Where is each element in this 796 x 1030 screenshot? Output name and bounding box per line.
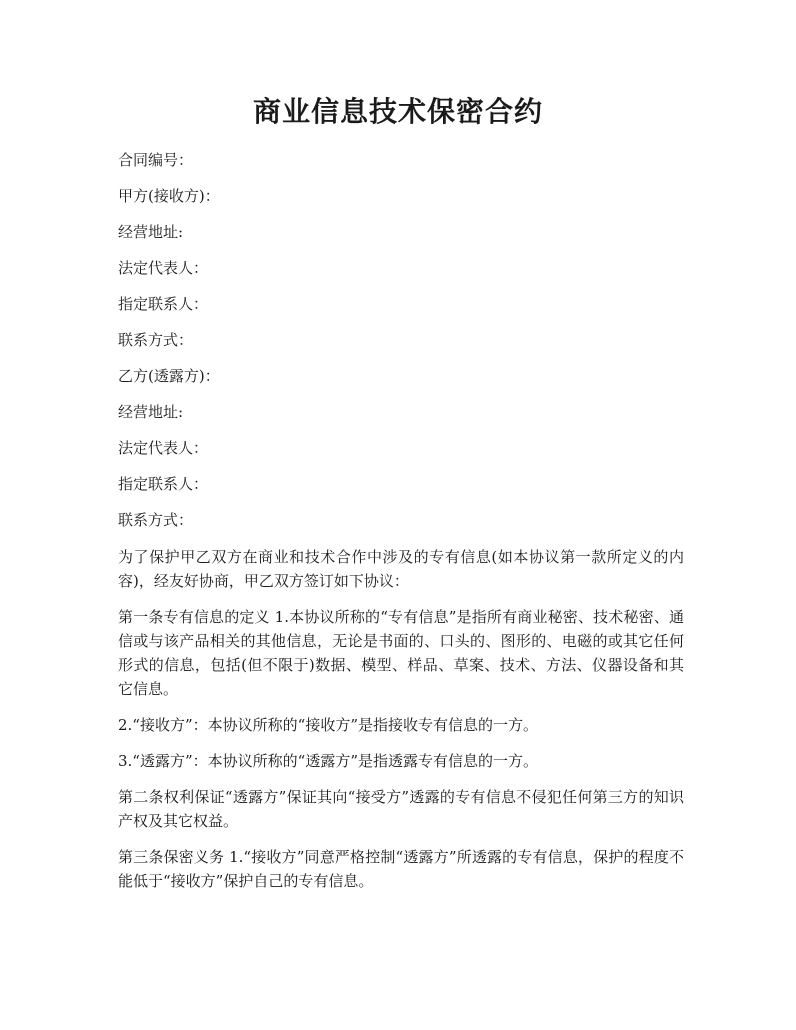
paragraph-article-2: 第二条权利保证“透露方”保证其向“接受方”透露的专有信息不侵犯任何第三方的知识产权及其它权益。 [118, 788, 684, 830]
document-title: 商业信息技术保密合约 [252, 95, 543, 128]
field-party-b: 乙方(透露方)： [118, 367, 220, 385]
field-party-b-address: 经营地址: [118, 403, 184, 421]
paragraph-preamble: 为了保护甲乙双方在商业和技术合作中涉及的专有信息(如本协议第一款所定义的内容)，经友好协商，甲乙双方签订如下协议： [118, 548, 684, 590]
paragraph-article-3: 第三条保密义务 1.“接收方”同意严格控制“透露方”所透露的专有信息，保护的程度不能低于“接收方”保护自己的专有信息。 [118, 848, 684, 890]
paragraph-article-1-item-2: 2.“接收方”：本协议所称的“接收方”是指接收专有信息的一方。 [118, 716, 538, 734]
field-party-a-contact-info: 联系方式： [118, 331, 194, 349]
field-party-b-contact-person: 指定联系人： [118, 475, 209, 493]
field-party-a-address: 经营地址: [118, 223, 184, 241]
paragraph-article-1-item-3: 3.“透露方”：本协议所称的“透露方”是指透露专有信息的一方。 [118, 752, 538, 770]
field-party-b-legal-rep: 法定代表人： [118, 439, 209, 457]
field-party-a-contact-person: 指定联系人： [118, 295, 209, 313]
field-contract-number: 合同编号： [118, 151, 194, 169]
paragraph-article-1: 第一条专有信息的定义 1.本协议所称的“专有信息”是指所有商业秘密、技术秘密、通信或与该产品相关的其他信息，无论是书面的、口头的、图形的、电磁的或其它任何形式的信息，包括(但不限于)数据、模型、样品、草案、技术、方法、仪器设备和其它信息。 [118, 608, 684, 698]
document-body [118, 149, 684, 905]
field-party-a-legal-rep: 法定代表人： [118, 259, 209, 277]
field-party-b-contact-info: 联系方式： [118, 511, 194, 529]
field-party-a: 甲方(接收方)： [118, 187, 220, 205]
